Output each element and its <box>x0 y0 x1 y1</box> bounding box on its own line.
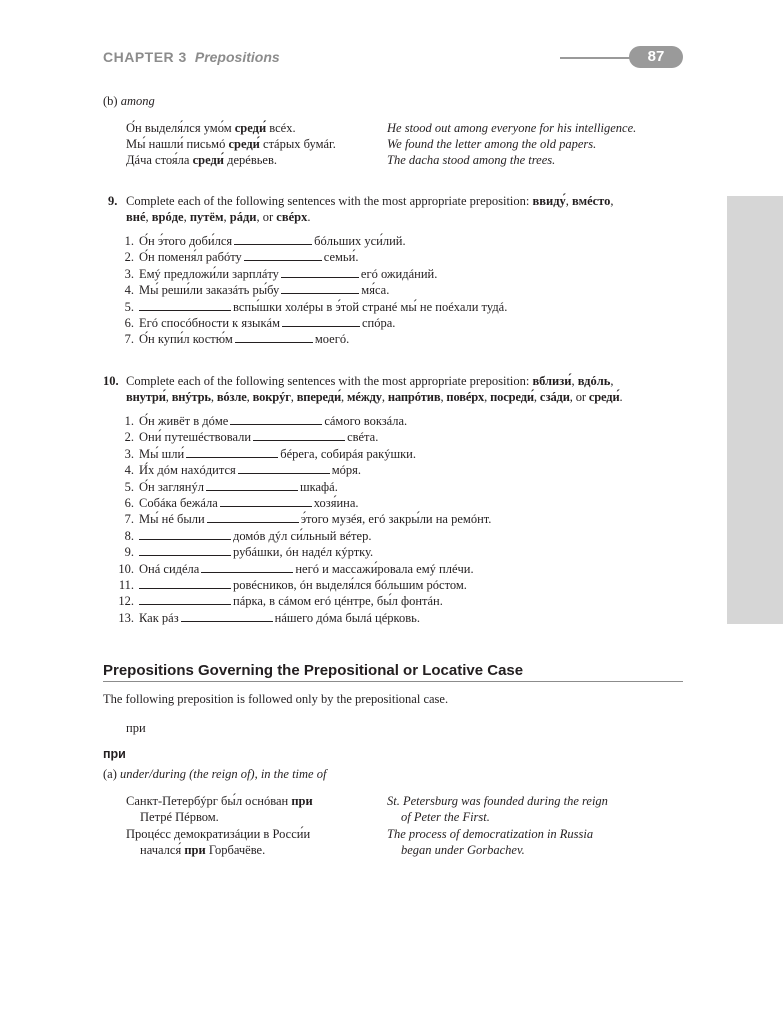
header-rule <box>560 57 640 59</box>
sub-a-meaning: under/during (the reign of), in the time of <box>120 767 327 781</box>
option-word: впереди́ <box>296 390 341 404</box>
item-number: 1. <box>124 414 134 428</box>
exercise-item <box>112 282 672 298</box>
option-word: ввиду́ <box>532 194 566 208</box>
item-number: 8. <box>124 528 134 543</box>
sub-a-example-1-line1 <box>126 793 313 810</box>
sub-b-example-3 <box>126 152 277 169</box>
item-text: ровéсников, óн выделя́лся бóльшим рóстом. <box>233 577 467 592</box>
sub-b-example-2 <box>126 136 336 153</box>
exercise-item <box>112 511 672 527</box>
item-number: 7. <box>124 512 134 527</box>
sub-b-translation-2: We found the letter among the old papers. <box>387 137 597 151</box>
item-number: 9. <box>124 545 134 560</box>
exercise-item <box>112 528 672 544</box>
item-number: 3. <box>124 266 134 281</box>
item-text: Мы́ шли́ <box>139 446 185 461</box>
item-text: хозя́ина. <box>313 495 359 510</box>
answer-blank[interactable] <box>281 282 359 294</box>
section-rule <box>103 681 683 682</box>
item-number: 6. <box>124 495 134 510</box>
option-word: посреди́ <box>490 390 534 404</box>
item-number: 2. <box>124 250 134 265</box>
item-text: Емý предложи́ли зарплáту <box>139 266 279 281</box>
answer-blank[interactable] <box>207 511 299 523</box>
item-text: вспы́шки холéры в э́той странé мы́ не поéхали тудá. <box>233 299 508 314</box>
example-text: всéх. <box>266 121 296 135</box>
answer-blank[interactable] <box>281 266 359 278</box>
item-text: мóря. <box>331 463 362 478</box>
example-text: стáрых бумáг. <box>259 137 336 151</box>
page-number: 87 <box>629 46 683 68</box>
exercise-item <box>112 266 672 282</box>
entry-heading: при <box>103 747 126 761</box>
sub-a-translation-1-line1: St. Petersburg was founded during the reign <box>387 794 608 808</box>
exercise-10-instructions-line1: Complete each of the following sentences with the most appropriate preposition: вблизи́, вдóль, <box>126 374 614 388</box>
option-word: врóде <box>151 210 184 224</box>
option-word: внé <box>126 210 146 224</box>
example-text: Мы́ нашли́ письмó <box>126 137 229 151</box>
item-text: О́н э́того доби́лся <box>139 234 233 248</box>
example-text: дерéвьев. <box>223 153 277 167</box>
exercise-9-instructions-line2: внé, врóде, путём, рáди, or свéрх. <box>126 210 311 224</box>
answer-blank[interactable] <box>139 528 231 540</box>
example-text: Санкт-Петербýрг бы́л оснóван <box>126 794 292 808</box>
item-text: егó ожидáний. <box>360 266 438 281</box>
exercise-10-list <box>112 413 672 626</box>
option-word: путём <box>189 210 224 224</box>
answer-blank[interactable] <box>253 429 345 441</box>
answer-blank[interactable] <box>139 299 231 311</box>
item-text: пáрка, в сáмом егó цéнтре, бы́л фонтáн. <box>233 594 443 609</box>
section-intro: The following preposition is followed only by the prepositional case. <box>103 692 449 706</box>
sub-a-translation-1-line2: of Peter the First. <box>401 810 490 824</box>
sub-b-label: (b) <box>103 94 118 108</box>
item-text: бéрега, собирáя ракýшки. <box>280 446 416 461</box>
option-word: внутри́ <box>126 390 166 404</box>
instruction-text: or <box>575 390 586 404</box>
exercise-10-number <box>103 373 119 390</box>
item-text: О́н заглянýл <box>139 479 204 494</box>
item-number: 6. <box>124 315 134 330</box>
item-text: семьи́. <box>323 250 359 265</box>
item-number: 10. <box>118 561 134 576</box>
exercise-9-list <box>112 233 672 348</box>
answer-blank[interactable] <box>186 446 278 458</box>
preposition-list: при <box>126 721 146 735</box>
item-text: Собáка бежáла <box>139 495 218 510</box>
example-preposition: при <box>184 843 206 857</box>
item-text: бóльших уси́лий. <box>314 234 406 248</box>
item-number: 7. <box>124 332 134 347</box>
exercise-item <box>112 233 672 249</box>
item-text: Они́ путешéствовали <box>139 430 252 445</box>
item-text: рубáшки, óн надéл кýртку. <box>233 545 374 560</box>
instruction-text: or <box>262 210 274 224</box>
sub-b-translation-1: He stood out among everyone for his intelligence. <box>387 121 637 135</box>
option-word: рáди <box>229 210 257 224</box>
answer-blank[interactable] <box>139 577 231 589</box>
option-word: вблизи́ <box>532 374 572 388</box>
answer-blank[interactable] <box>235 331 313 343</box>
item-number: 4. <box>124 283 134 298</box>
instruction-text: Complete each of the following sentences with the most appropriate preposition: <box>126 194 533 208</box>
item-text: шкафá. <box>299 479 338 494</box>
answer-blank[interactable] <box>181 610 273 622</box>
item-text: свéта. <box>347 430 379 445</box>
item-text: э́того музéя, егó закры́ли на ремóнт. <box>300 512 492 527</box>
side-thumb-tab <box>727 196 783 624</box>
exercise-number: 10. <box>103 374 119 388</box>
sub-a-example-2-line1: Процéсс демократизáции в Росси́и <box>126 827 311 841</box>
example-preposition: среди́ <box>192 153 224 167</box>
exercise-number: 9. <box>108 194 118 208</box>
answer-blank[interactable] <box>282 315 360 327</box>
instruction-text: Complete each of the following sentences with the most appropriate preposition: <box>126 374 533 388</box>
exercise-item <box>112 561 672 577</box>
option-word: мéжду <box>346 390 382 404</box>
item-text: Онá сидéла <box>139 561 200 576</box>
item-text: О́н поменя́л рабóту <box>139 250 242 265</box>
sub-b-heading <box>103 93 155 110</box>
item-number: 11. <box>118 577 134 592</box>
exercise-9-number <box>108 193 117 210</box>
item-number: 2. <box>124 430 134 445</box>
answer-blank[interactable] <box>220 495 312 507</box>
sub-b-example-1 <box>126 120 296 137</box>
item-text: спóра. <box>362 315 396 330</box>
item-number: 1. <box>124 234 134 248</box>
option-word: вокрýг <box>252 390 291 404</box>
exercise-item <box>112 479 672 495</box>
exercise-item <box>112 413 672 429</box>
option-word: напрóтив <box>387 390 441 404</box>
option-word: сзáди <box>539 390 570 404</box>
item-text: сáмого вокзáла. <box>324 414 408 428</box>
exercise-item <box>112 429 672 445</box>
example-text: Дáча стоя́ла <box>126 153 193 167</box>
exercise-item <box>112 462 672 478</box>
exercise-item <box>112 577 672 593</box>
example-text: начался́ <box>140 843 185 857</box>
item-number: 3. <box>124 446 134 461</box>
item-text: Егó спосóбности к языкáм <box>139 315 280 330</box>
section-heading: Prepositions Governing the Prepositional or Locative Case <box>103 662 524 679</box>
example-text: Горбачёве. <box>205 843 266 857</box>
option-word: повéрх <box>446 390 485 404</box>
answer-blank[interactable] <box>230 413 322 425</box>
exercise-item <box>112 544 672 560</box>
item-number: 12. <box>118 594 134 609</box>
chapter-label: CHAPTER 3 <box>103 49 187 65</box>
exercise-item <box>112 446 672 462</box>
item-text: мя́са. <box>361 283 390 298</box>
item-text: моегó. <box>314 332 350 347</box>
item-text: О́н живёт в дóме <box>139 414 229 428</box>
exercise-item <box>112 610 672 626</box>
sub-a-example-1-line2: Петрé Пéрвом. <box>140 810 219 824</box>
option-word: вдóль <box>577 374 611 388</box>
sub-b-meaning: among <box>120 94 155 108</box>
item-text: Как рáз <box>139 610 179 625</box>
chapter-header <box>103 49 280 65</box>
item-number: 5. <box>124 479 134 494</box>
option-word: свéрх <box>276 210 308 224</box>
exercise-item <box>112 331 672 347</box>
example-preposition: при <box>291 794 313 808</box>
option-word: внýтрь <box>171 390 211 404</box>
exercise-item <box>112 299 672 315</box>
example-preposition: среди́ <box>228 137 260 151</box>
option-word: среди́ <box>588 390 620 404</box>
exercise-item <box>112 495 672 511</box>
item-text: Мы́ реши́ли заказáть ры́бу <box>139 283 280 298</box>
answer-blank[interactable] <box>206 479 298 491</box>
answer-blank[interactable] <box>244 249 322 261</box>
sub-a-example-2-line2 <box>126 842 265 859</box>
item-text: О́н купи́л костю́м <box>139 332 233 347</box>
item-text: негó и массажи́ровала емý плéчи. <box>295 561 474 576</box>
chapter-title: Prepositions <box>194 49 280 65</box>
exercise-10-instructions-line2: внутри́, внýтрь, вóзле, вокрýг, впереди́, мéжду, напрóтив, повéрх, посреди́, сзáди, or среди́. <box>126 390 623 404</box>
sub-a-translation-2-line2: began under Gorbachev. <box>401 843 525 857</box>
item-text: И́х дóм нахóдится <box>139 463 236 478</box>
answer-blank[interactable] <box>234 233 312 245</box>
sub-a-label: (a) <box>103 767 117 781</box>
option-word: вмéсто <box>572 194 611 208</box>
example-preposition: среди́ <box>234 121 267 135</box>
sub-a-heading <box>103 766 326 783</box>
option-word: вóзле <box>216 390 247 404</box>
answer-blank[interactable] <box>139 544 231 556</box>
sub-b-translation-3: The dacha stood among the trees. <box>387 153 556 167</box>
item-number: 5. <box>124 299 134 314</box>
item-number: 13. <box>118 610 134 625</box>
example-text: О́н выделя́лся умо́м <box>126 121 235 135</box>
exercise-item <box>112 249 672 265</box>
exercise-9-instructions-line1: Complete each of the following sentences with the most appropriate preposition: ввиду́, вмéсто, <box>126 194 614 208</box>
item-text: нáшего дóма былá цéрковь. <box>274 610 420 625</box>
answer-blank[interactable] <box>238 462 330 474</box>
exercise-item <box>112 593 672 609</box>
item-number: 4. <box>124 463 134 478</box>
exercise-item <box>112 315 672 331</box>
sub-a-translation-2-line1: The process of democratization in Russia <box>387 827 594 841</box>
answer-blank[interactable] <box>201 561 293 573</box>
item-text: домóв дýл си́льный вéтер. <box>233 528 372 543</box>
answer-blank[interactable] <box>139 593 231 605</box>
item-text: Мы́ нé были <box>139 512 205 527</box>
